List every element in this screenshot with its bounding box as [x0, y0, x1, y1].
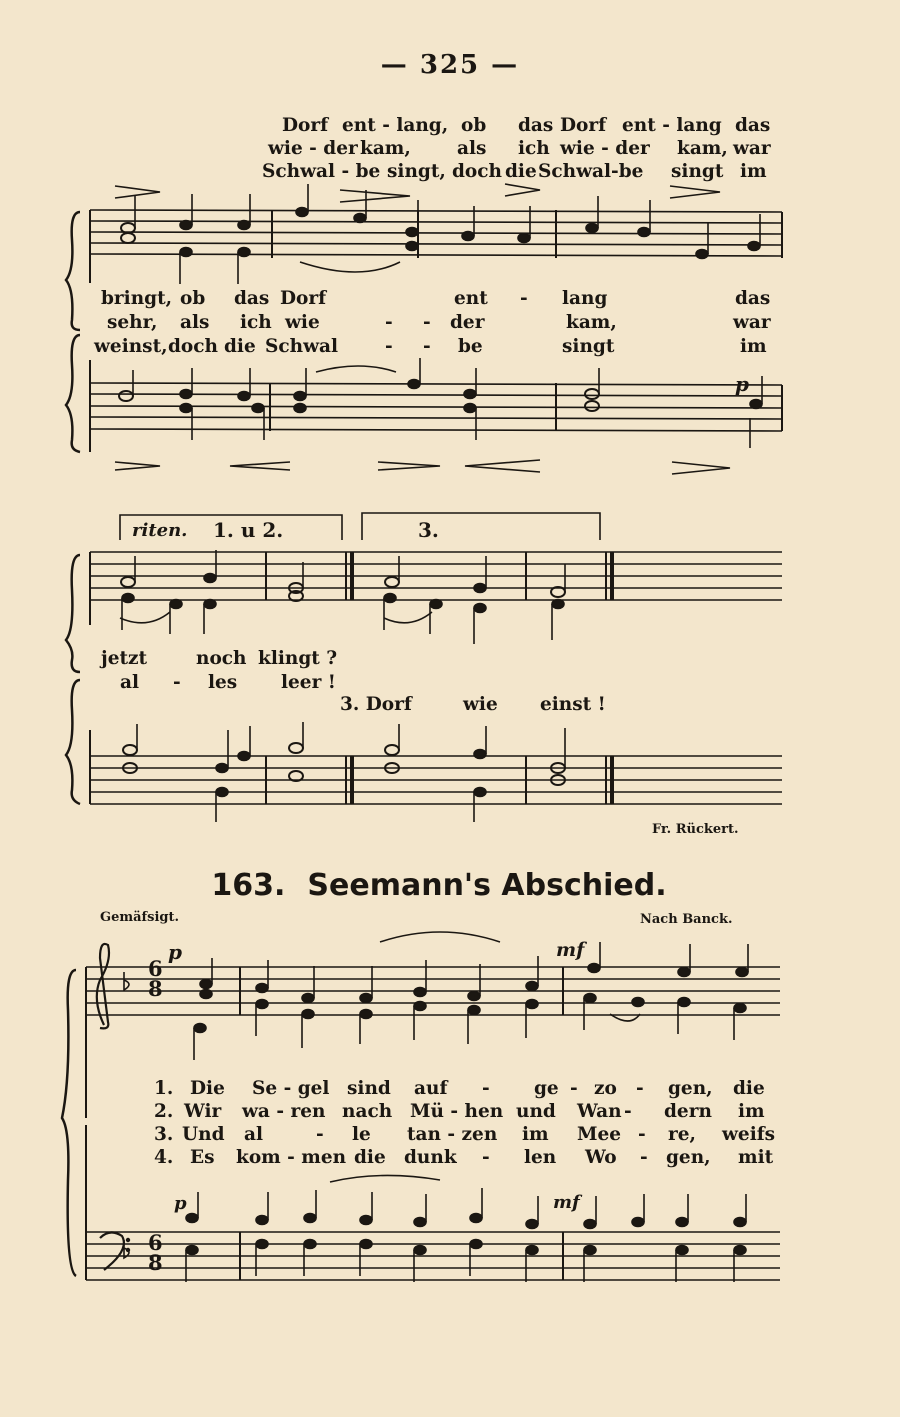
lyric: - — [640, 1147, 648, 1168]
lyric: Dorf — [282, 115, 329, 136]
lyric: die — [224, 336, 256, 357]
lyric: dunk — [404, 1147, 457, 1168]
lyric: ich — [518, 138, 550, 159]
lyric: lang — [562, 288, 608, 309]
lyric: kam, — [566, 312, 617, 333]
lyric: kam, — [360, 138, 411, 159]
time-signature-bottom: 8 — [148, 1250, 163, 1275]
lyric: - — [520, 288, 528, 309]
lyric: wa - ren — [242, 1101, 326, 1122]
clef — [97, 944, 124, 1270]
staff — [90, 756, 782, 804]
lyric: ent — [454, 288, 488, 309]
lyric: doch — [168, 336, 218, 357]
lyric: - — [423, 336, 431, 357]
lyric: wie — [463, 694, 498, 715]
lyric: doch — [452, 161, 502, 182]
staff — [90, 210, 782, 256]
song-name: Seemann's Abschied. — [307, 868, 667, 903]
lyric: die — [733, 1078, 765, 1099]
lyric: Schwal — [265, 336, 339, 357]
lyric: klingt ? — [258, 648, 338, 669]
lyric: nach — [342, 1101, 393, 1122]
lyric: re, — [668, 1124, 696, 1145]
lyric: ent - lang, — [342, 115, 449, 136]
lyric: wie - der — [560, 138, 650, 159]
lyric: - — [173, 672, 181, 693]
lyric: auf — [414, 1078, 448, 1099]
lyric: - — [636, 1078, 644, 1099]
verse-number: 4. — [154, 1147, 174, 1168]
lyric: - — [638, 1124, 646, 1145]
lyric: Wir — [184, 1101, 222, 1122]
lyric: im — [740, 336, 767, 357]
lyric: - — [570, 1078, 578, 1099]
page-number: — 325 — — [380, 50, 520, 80]
lyric: Schwal - be — [262, 161, 381, 182]
lyric: al — [120, 672, 140, 693]
lyric: wie - der — [268, 138, 358, 159]
lyric: noch — [196, 648, 247, 669]
time-signature-top: 6 — [148, 956, 163, 981]
lyric: das — [518, 115, 554, 136]
lyric: les — [208, 672, 238, 693]
tempo-marking: Gemäfsigt. — [100, 910, 180, 925]
lyric: die — [505, 161, 537, 182]
lyric: al — [244, 1124, 264, 1145]
staff — [86, 967, 780, 1015]
volta-2-label: 3. — [418, 518, 439, 542]
lyric: das — [735, 288, 771, 309]
lyric: - — [482, 1078, 490, 1099]
lyric: im — [738, 1101, 765, 1122]
lyric: ob — [180, 288, 206, 309]
lyricist-credit: Fr. Rückert. — [652, 822, 739, 837]
lyric: mit — [738, 1147, 774, 1168]
verse-number: 3. — [154, 1124, 174, 1145]
lyric: Es — [190, 1147, 215, 1168]
lyric: Wo — [585, 1147, 617, 1168]
lyric: singt — [671, 161, 724, 182]
lyric: Schwal-be — [538, 161, 644, 182]
lyric: - — [385, 336, 393, 357]
lyric: gen, — [666, 1147, 711, 1168]
lyric: bringt, — [101, 288, 173, 309]
lyric: ent - lang — [622, 115, 722, 136]
lyric: Mee — [577, 1124, 622, 1145]
dynamic-marking: mf — [556, 939, 585, 961]
verse-number: 2. — [154, 1101, 174, 1122]
lyric: singt, — [387, 161, 446, 182]
dynamic-marking: p — [735, 372, 749, 396]
lyric: jetzt — [101, 648, 148, 669]
lyric: ge — [534, 1078, 559, 1099]
lyric: be — [458, 336, 483, 357]
lyric: Die — [190, 1078, 225, 1099]
lyric: ob — [461, 115, 487, 136]
song-number: 163. — [211, 868, 286, 903]
lyric: ich — [240, 312, 272, 333]
lyric: - — [423, 312, 431, 333]
lyric: das — [735, 115, 771, 136]
lyric: sind — [347, 1078, 391, 1099]
lyric: war — [733, 138, 771, 159]
lyric: wie — [285, 312, 320, 333]
lyric: len — [524, 1147, 557, 1168]
lyric: Se - gel — [252, 1078, 330, 1099]
lyric: Und — [182, 1124, 225, 1145]
lyric: tan - zen — [407, 1124, 498, 1145]
lyric: leer ! — [281, 672, 336, 693]
volta-1-label: 1. u 2. — [213, 518, 284, 542]
lyric: Dorf — [560, 115, 607, 136]
lyric: le — [352, 1124, 371, 1145]
lyric: das — [234, 288, 270, 309]
lyric: als — [457, 138, 487, 159]
lyric: einst ! — [540, 694, 606, 715]
lyric: und — [516, 1101, 556, 1122]
lyric: im — [740, 161, 767, 182]
lyric: - — [385, 312, 393, 333]
verse-number: 1. — [154, 1078, 174, 1099]
lyric: singt — [562, 336, 615, 357]
lyric: Dorf — [280, 288, 327, 309]
lyric: war — [733, 312, 771, 333]
lyric: im — [522, 1124, 549, 1145]
time-signature-top: 6 — [148, 1230, 163, 1255]
lyric: sehr, — [107, 312, 158, 333]
lyric: 3. Dorf — [340, 694, 412, 715]
lyric: - — [316, 1124, 324, 1145]
lyric: kom - men — [236, 1147, 347, 1168]
lyric: der — [450, 312, 485, 333]
lyric: - — [624, 1101, 632, 1122]
riten-marking: riten. — [132, 520, 188, 541]
lyric: Mü - hen — [410, 1101, 504, 1122]
composer-credit: Nach Banck. — [640, 912, 733, 927]
lyric: weifs — [722, 1124, 776, 1145]
lyric: gen, — [668, 1078, 713, 1099]
lyric: weinst, — [94, 336, 168, 357]
lyric: dern — [664, 1101, 712, 1122]
staff — [90, 383, 782, 431]
lyric: Wan — [577, 1101, 622, 1122]
lyric: als — [180, 312, 210, 333]
dynamic-marking: mf — [553, 1192, 580, 1213]
time-signature-bottom: 8 — [148, 976, 163, 1001]
lyric: die — [354, 1147, 386, 1168]
lyric: kam, — [677, 138, 728, 159]
lyric: - — [482, 1147, 490, 1168]
lyric: zo — [594, 1078, 617, 1099]
dynamic-marking: p — [168, 940, 182, 964]
staff — [90, 552, 782, 600]
dynamic-marking: p — [174, 1193, 187, 1214]
